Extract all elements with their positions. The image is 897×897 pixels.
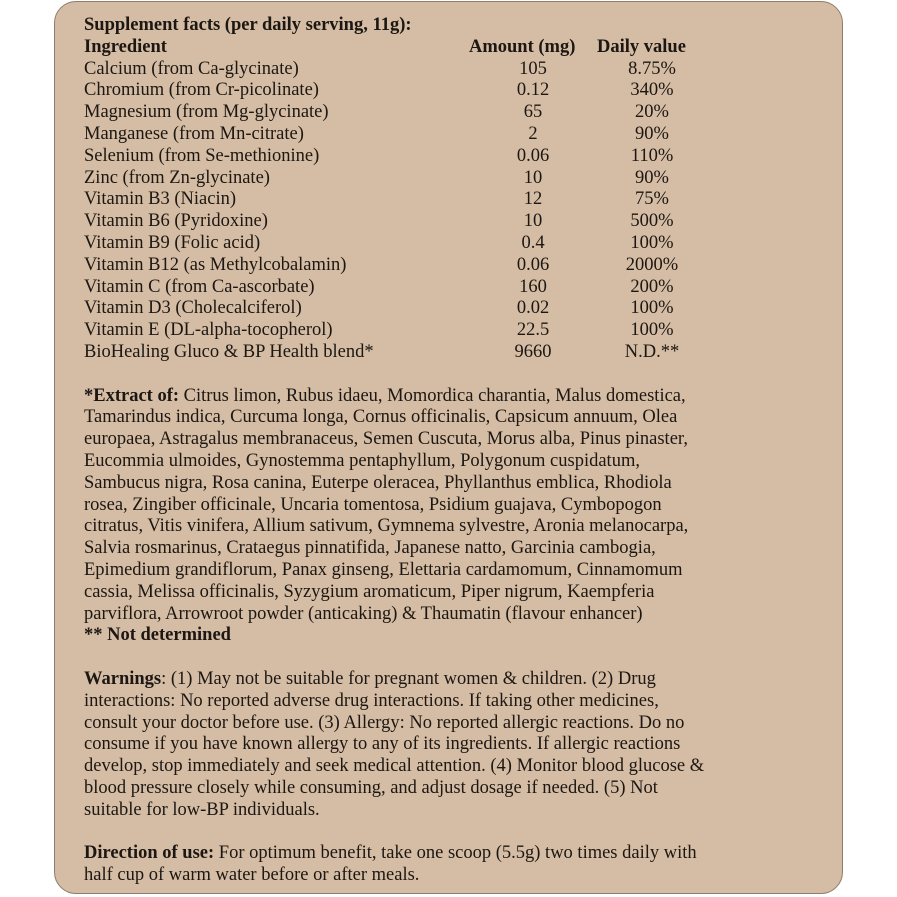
- table-row: [84, 124, 707, 146]
- label-content: [84, 15, 819, 887]
- supplement-facts-table: [84, 37, 707, 364]
- extract-line: Epimedium grandiflorum, Panax ginseng, Elettaria cardamomum, Cinnamomum: [84, 559, 683, 580]
- row-amount: 0.4: [521, 232, 545, 253]
- row-daily-value: 110%: [630, 145, 674, 166]
- direction-text: For optimum benefit, take one scoop (5.5g) two times daily with: [214, 843, 697, 864]
- row-amount: 0.06: [516, 254, 550, 275]
- table-row: [84, 146, 707, 168]
- supplement-label-card: [54, 1, 843, 894]
- row-ingredient: Calcium (from Ca-glycinate): [84, 58, 299, 79]
- extract-ingredients-paragraph: [84, 386, 819, 648]
- row-ingredient: Selenium (from Se-methionine): [84, 145, 320, 166]
- row-daily-value: 200%: [630, 276, 674, 297]
- table-row: [84, 255, 707, 277]
- table-row: [84, 342, 707, 364]
- row-daily-value: 90%: [635, 167, 669, 188]
- warnings-line: interactions: No reported adverse drug interactions. If taking other medicines,: [84, 690, 659, 711]
- direction-paragraph: [84, 843, 819, 887]
- row-daily-value: N.D.**: [624, 341, 680, 362]
- warnings-line: suitable for low-BP individuals.: [84, 799, 320, 820]
- row-amount: 9660: [514, 341, 552, 362]
- table-row: [84, 189, 707, 211]
- row-daily-value: 100%: [630, 298, 674, 319]
- row-daily-value: 8.75%: [628, 58, 676, 79]
- table-row: [84, 320, 707, 342]
- facts-title: Supplement facts (per daily serving, 11g):: [84, 15, 412, 35]
- extract-text: Citrus limon, Rubus idaeu, Momordica charantia, Malus domestica,: [179, 385, 686, 406]
- row-amount: 0.12: [516, 80, 550, 101]
- row-amount: 160: [519, 276, 547, 297]
- row-daily-value: 20%: [635, 102, 669, 123]
- row-daily-value: 90%: [635, 123, 669, 144]
- row-amount: 10: [523, 211, 543, 232]
- warnings-label: Warnings: [84, 668, 162, 689]
- extract-line: Eucommia ulmoides, Gynostemma pentaphyllum, Polygonum cuspidatum,: [84, 450, 640, 471]
- row-ingredient: Vitamin B6 (Pyridoxine): [84, 211, 268, 232]
- extract-label: *Extract of:: [84, 385, 180, 406]
- direction-line: [84, 843, 819, 865]
- extract-line: parviflora, Arrowroot powder (anticaking) & Thaumatin (flavour enhancer): [84, 603, 643, 624]
- table-row: [84, 102, 707, 124]
- not-determined-note: ** Not determined: [84, 625, 231, 646]
- row-ingredient: Chromium (from Cr-picolinate): [84, 80, 319, 101]
- warnings-paragraph: [84, 669, 819, 822]
- row-daily-value: 100%: [630, 320, 674, 341]
- extract-line: Sambucus nigra, Rosa canina, Euterpe oleracea, Phyllanthus emblica, Rhodiola: [84, 472, 672, 493]
- table-row: [84, 233, 707, 255]
- extract-line: europaea, Astragalus membranaceus, Semen Cuscuta, Morus alba, Pinus pinaster,: [84, 429, 688, 450]
- extract-line: cassia, Melissa officinalis, Syzygium aromaticum, Piper nigrum, Kaempferia: [84, 581, 655, 602]
- warnings-line: develop, stop immediately and seek medical attention. (4) Monitor blood glucose &: [84, 756, 705, 777]
- warnings-line: consume if you have known allergy to any of its ingredients. If allergic reactions: [84, 734, 681, 755]
- row-amount: 0.02: [516, 298, 550, 319]
- row-ingredient: Magnesium (from Mg-glycinate): [84, 102, 329, 123]
- direction-line: half cup of warm water before or after meals.: [84, 865, 420, 886]
- table-header-row: [84, 37, 707, 59]
- warnings-line: consult your doctor before use. (3) Allergy: No reported allergic reactions. Do no: [84, 712, 685, 733]
- row-amount: 0.06: [516, 145, 550, 166]
- direction-label: Direction of use:: [84, 843, 215, 864]
- row-amount: 2: [528, 123, 538, 144]
- header-daily-value: Daily value: [597, 36, 686, 57]
- row-ingredient: Vitamin B9 (Folic acid): [84, 232, 261, 253]
- row-daily-value: 100%: [630, 232, 674, 253]
- row-ingredient: Manganese (from Mn-citrate): [84, 123, 304, 144]
- row-daily-value: 500%: [630, 211, 674, 232]
- extract-line: Salvia rosmarinus, Crataegus pinnatifida, Japanese natto, Garcinia cambogia,: [84, 538, 656, 559]
- row-ingredient: BioHealing Gluco & BP Health blend*: [84, 341, 374, 362]
- row-ingredient: Vitamin D3 (Cholecalciferol): [84, 298, 302, 319]
- warnings-text: : (1) May not be suitable for pregnant women & children. (2) Drug: [161, 668, 656, 689]
- row-amount: 10: [523, 167, 543, 188]
- row-daily-value: 2000%: [625, 254, 679, 275]
- row-daily-value: 75%: [635, 189, 669, 210]
- row-amount: 12: [523, 189, 543, 210]
- header-ingredient: Ingredient: [84, 36, 167, 57]
- table-row: [84, 211, 707, 233]
- row-amount: 65: [523, 102, 543, 123]
- row-daily-value: 340%: [630, 80, 674, 101]
- row-ingredient: Vitamin E (DL-alpha-tocopherol): [84, 320, 333, 341]
- row-amount: 105: [519, 58, 547, 79]
- extract-line: Tamarindus indica, Curcuma longa, Cornus officinalis, Capsicum annuum, Olea: [84, 407, 678, 428]
- row-amount: 22.5: [516, 320, 550, 341]
- warnings-line: blood pressure closely while consuming, and adjust dosage if needed. (5) Not: [84, 777, 658, 798]
- table-row: [84, 298, 707, 320]
- row-ingredient: Vitamin C (from Ca-ascorbate): [84, 276, 315, 297]
- row-ingredient: Vitamin B12 (as Methylcobalamin): [84, 254, 347, 275]
- extract-line: citratus, Vitis vinifera, Allium sativum, Gymnema sylvestre, Aronia melanocarpa,: [84, 516, 689, 537]
- table-row: [84, 277, 707, 299]
- header-amount: Amount (mg): [469, 36, 576, 57]
- extract-line: [84, 386, 819, 408]
- warnings-line: [84, 669, 819, 691]
- row-ingredient: Zinc (from Zn-glycinate): [84, 167, 270, 188]
- extract-line: rosea, Zingiber officinale, Uncaria tomentosa, Psidium guajava, Cymbopogon: [84, 494, 662, 515]
- table-row: [84, 59, 707, 81]
- row-ingredient: Vitamin B3 (Niacin): [84, 189, 236, 210]
- table-row: [84, 168, 707, 190]
- table-row: [84, 80, 707, 102]
